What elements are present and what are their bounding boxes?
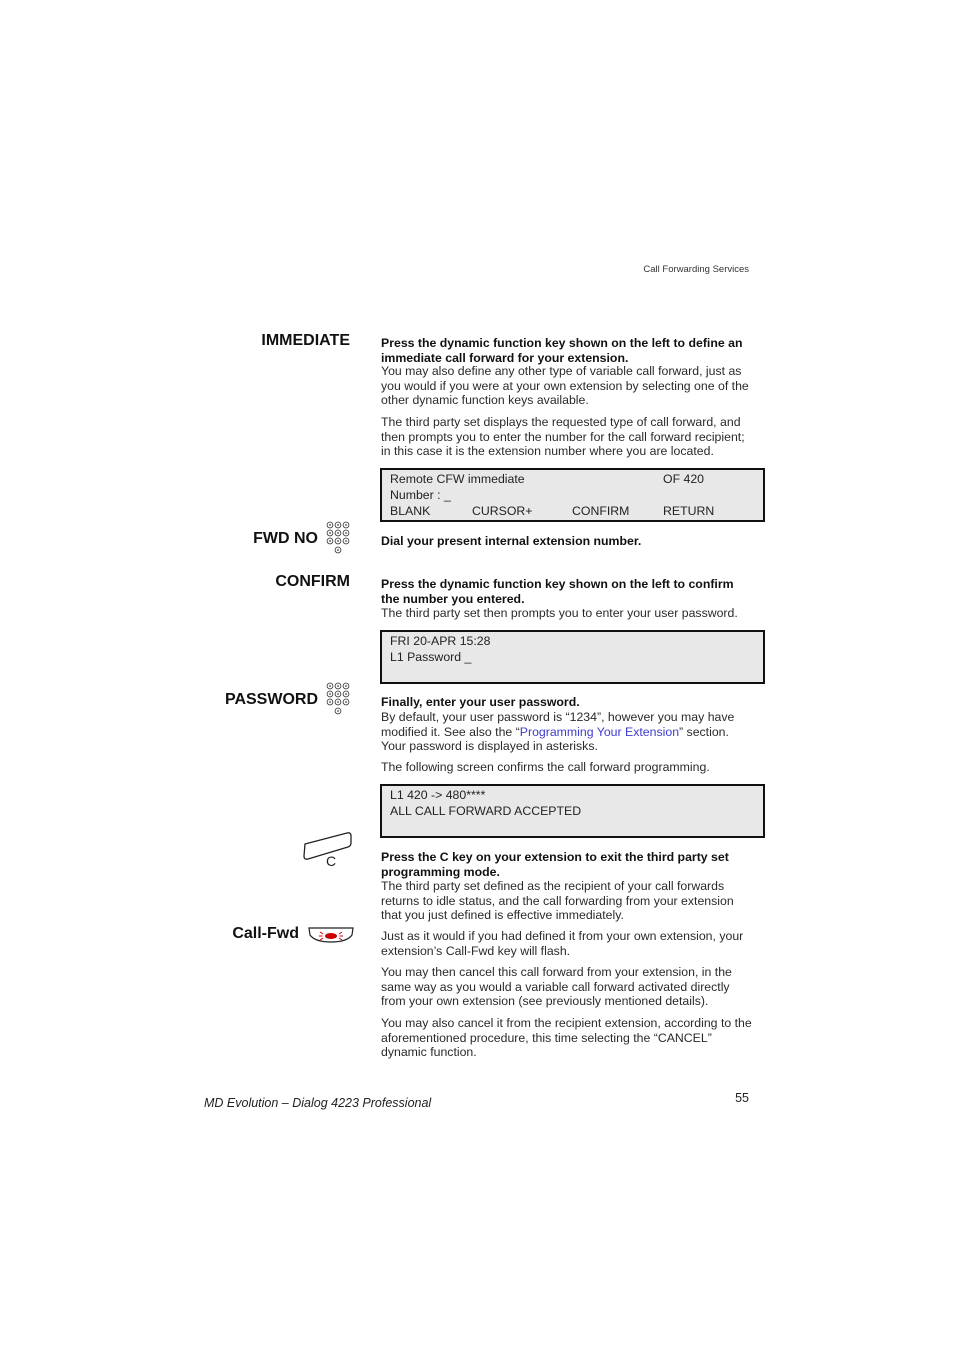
fwd-no-label: FWD NO (253, 530, 318, 547)
phone-display-password (380, 630, 765, 684)
call-fwd-label: Call-Fwd (232, 925, 299, 942)
immediate-text-1: You may also define any other type of variable call forward, just as you would if you were at your own extension by selecting one of the other dynamic function keys available. (381, 364, 749, 408)
call-fwd-text-3: You may also cancel it from the recipient extension, according to the aforementioned procedure, this time selecting the “CANCEL” dynamic function. (381, 1016, 752, 1060)
running-header: Call Forwarding Services (643, 264, 749, 275)
display-line-2: ALL CALL FORWARD ACCEPTED (390, 804, 582, 818)
display-softkey-cursor: CURSOR+ (472, 504, 533, 518)
c-key-text-1: The third party set defined as the recipient of your call forwards returns to idle status, and the call forwarding from your extension that you just defined is effective immediately. (381, 879, 734, 923)
confirm-text-1: The third party set then prompts you to enter your user password. (381, 606, 738, 620)
display-line-2: Number : _ (390, 488, 451, 502)
c-key-letter: C (326, 853, 337, 869)
programming-your-extension-link[interactable]: Programming Your Extension (519, 724, 680, 739)
phone-display-remote-cfw (380, 468, 765, 522)
immediate-label: IMMEDIATE (261, 332, 350, 349)
keypad-icon (325, 521, 351, 557)
display-line-2: L1 Password _ (390, 650, 472, 664)
call-fwd-text-2: You may then cancel this call forward from your extension, in the same way as you would a variable call forward activated directly from your own extension (see previously mentioned details). (381, 965, 732, 1009)
keypad-icon (325, 682, 351, 718)
flashing-key-icon (307, 925, 355, 950)
password-label: PASSWORD (224, 691, 318, 708)
display-softkey-return: RETURN (663, 504, 715, 518)
display-line-1: L1 420 -> 480**** (390, 788, 486, 802)
immediate-instruction: Press the dynamic function key shown on the left to define an immediate call forward for your extension. (381, 336, 743, 365)
c-key-instruction: Press the C key on your extension to exit the third party set programming mode. (381, 850, 729, 879)
password-instruction: Finally, enter your user password. (381, 695, 580, 709)
fwd-no-instruction: Dial your present internal extension number. (381, 534, 642, 548)
confirm-label: CONFIRM (275, 573, 350, 590)
display-softkey-confirm: CONFIRM (572, 504, 630, 518)
password-text-before-link: By default, your user password is “1234”, however you may have modified it. See also the “ (381, 710, 735, 739)
display-line-1-right: OF 420 (663, 472, 705, 486)
display-softkey-blank: BLANK (390, 504, 431, 518)
c-key-icon (302, 831, 354, 869)
phone-display-accepted (380, 784, 765, 838)
confirm-instruction: Press the dynamic function key shown on the left to confirm the number you entered. (381, 577, 734, 606)
password-text-1 (381, 710, 753, 754)
password-text-after-link: ” section. Your password is displayed in asterisks. (381, 724, 729, 754)
call-fwd-text-1: Just as it would if you had defined it from your own extension, your extension’s Call-Fwd key will flash. (381, 929, 744, 958)
immediate-text-2: The third party set displays the requested type of call forward, and then prompts you to enter the number for the call forward recipient; in this case it is the extension number where you are located. (381, 415, 745, 459)
display-line-1-left: Remote CFW immediate (390, 472, 525, 486)
footer-title: MD Evolution – Dialog 4223 Professional (204, 1096, 432, 1110)
password-text-2: The following screen confirms the call forward programming. (381, 760, 710, 774)
page-number: 55 (735, 1091, 749, 1105)
display-line-1: FRI 20-APR 15:28 (390, 634, 491, 648)
